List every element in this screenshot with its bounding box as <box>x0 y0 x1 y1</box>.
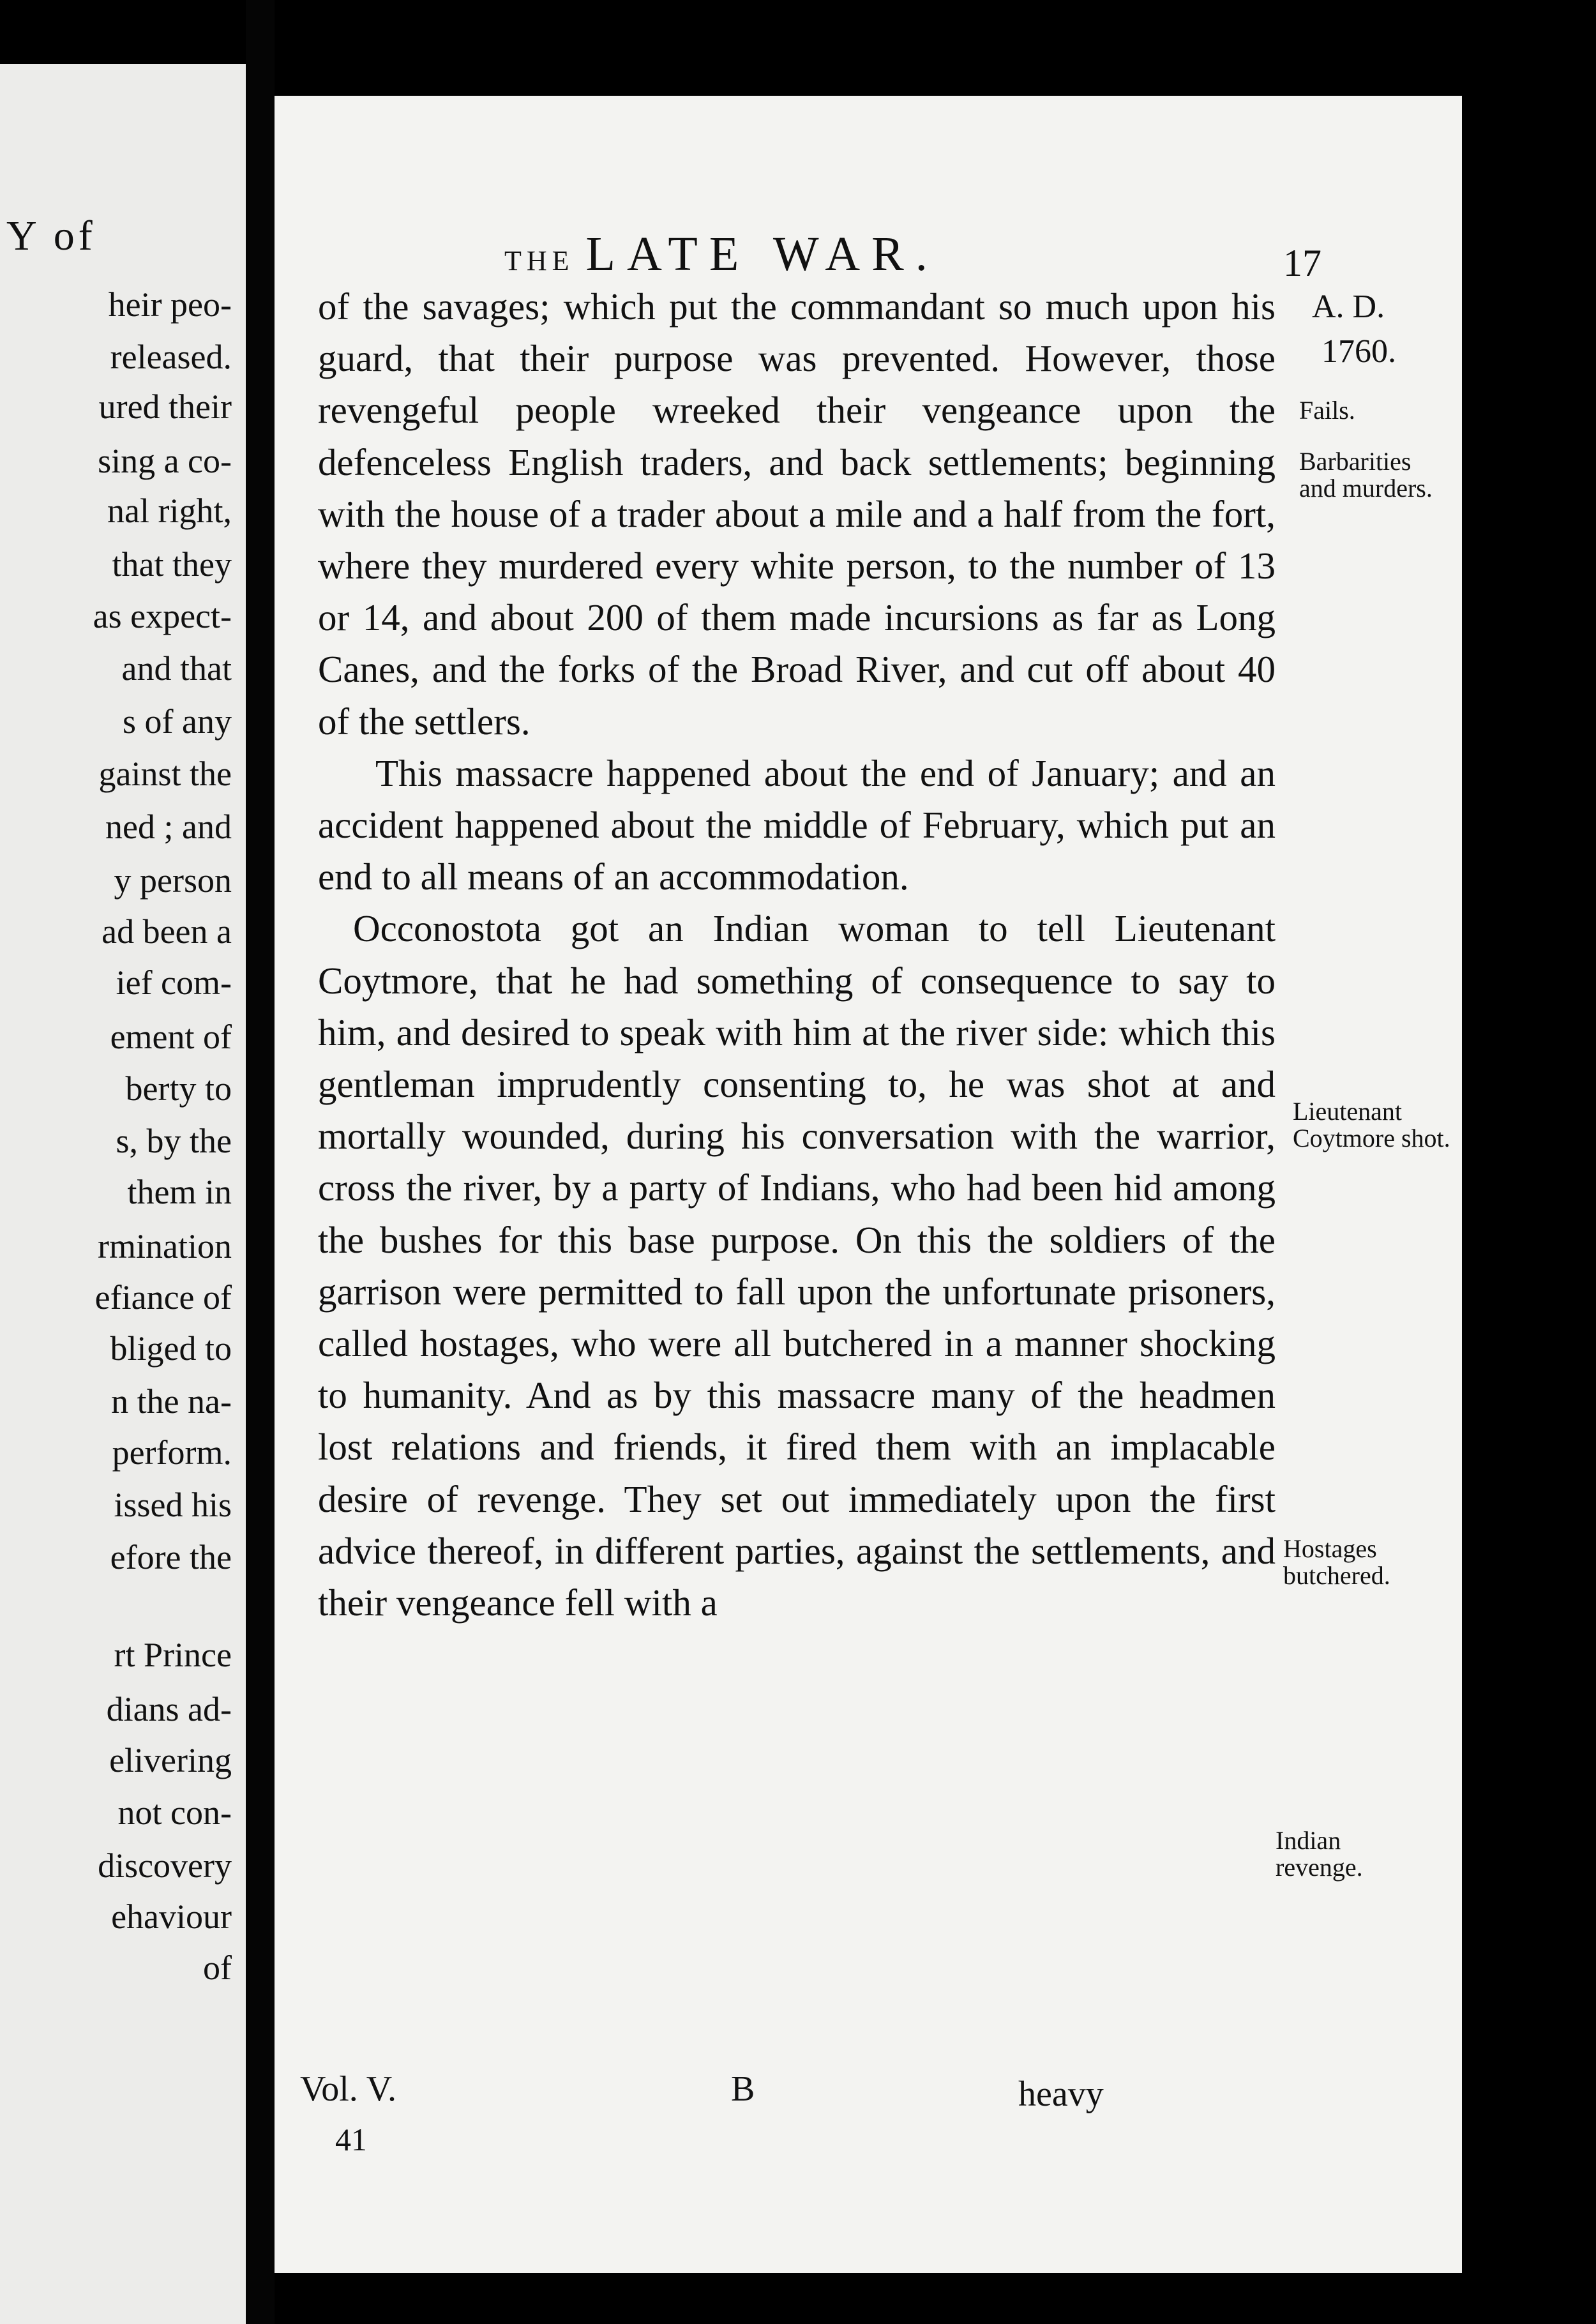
paragraph-3: Occonostota got an Indian woman to tell Lieutenant Coytmore, that he had something of consequence to say to him, and desired to speak with him at the river side: which this gentleman imprudently consenting to, he was shot at and mortally wounded, during his conversation with the warrior, cross the river, by a party of Indians, who had been hid among the bushes for this base purpose. On this the soldiers of the garrison were permitted to fall upon the unfortunate prisoners, called hostages, who were all butchered in a manner shocking to humanity. And as by this massacre many of the headmen lost relations and friends, it fired them with an implacable desire of revenge. They set out immediately upon the first advice thereof, in different parties, against the settlements, and their vengeance fell with a <box>318 907 1276 1624</box>
left-page-line: not con- <box>117 1793 232 1832</box>
margin-note-fails: Fails. <box>1299 396 1355 425</box>
left-page-line: ehaviour <box>111 1898 232 1936</box>
signature-mark: B <box>731 2069 755 2109</box>
margin-note-ad: A. D. <box>1312 289 1385 325</box>
left-page-line: that they <box>112 545 232 584</box>
left-page-line: n the na- <box>111 1382 232 1421</box>
left-page-line: s, by the <box>116 1122 232 1160</box>
left-page-line: discovery <box>98 1846 232 1885</box>
left-page-line: as expect- <box>93 597 232 635</box>
left-page-line: released. <box>110 338 232 376</box>
margin-note-coytmore: Lieutenant Coytmore shot. <box>1293 1097 1450 1152</box>
left-page-line: dians ad- <box>106 1690 232 1728</box>
left-page-line: and that <box>121 649 232 688</box>
margin-note-indian: Indian revenge. <box>1276 1826 1363 1882</box>
left-page-line: ured their <box>98 388 232 426</box>
right-page <box>275 96 1462 2273</box>
left-page-fragment <box>0 64 246 2324</box>
left-page-line: issed his <box>114 1486 232 1524</box>
body-text <box>318 281 1276 1629</box>
left-page-line: heir peo- <box>108 285 232 324</box>
leaf-number: 41 <box>335 2122 367 2157</box>
left-page-line: efiance of <box>94 1278 232 1317</box>
paragraph-1: of the savages; which put the commandant so much upon his guard, that their purpose was prevented. However, those revengeful people wreeked their vengeance upon the defenceless English traders, and back settlements; beginning with the house of a trader about a mile and a half from the fort, where they murdered every white person, to the number of 13 or 14, and about 200 of them made incursions as far as Long Canes, and the forks of the Broad River, and cut off about 40 of the settlers. <box>318 285 1276 743</box>
margin-note-year: 1760. <box>1321 333 1396 370</box>
catchword: heavy <box>1018 2074 1104 2114</box>
left-page-line: ief com- <box>116 963 232 1002</box>
left-page-line: efore the <box>110 1538 232 1576</box>
left-page-line: of <box>203 1949 232 1987</box>
left-page-line: rmination <box>98 1227 232 1265</box>
book-gutter <box>246 0 275 2324</box>
left-page-line: sing a co- <box>98 442 232 480</box>
left-page-line: ned ; and <box>105 808 232 846</box>
running-head-title: LATE WAR. <box>585 227 939 281</box>
volume-label: Vol. V. <box>300 2069 396 2109</box>
left-page-line: berty to <box>125 1069 232 1108</box>
left-page-line: them in <box>127 1173 232 1211</box>
paragraph-2: This massacre happened about the end of January; and an accident happened about the middle of February, which put an end to all means of an accommodation. <box>318 751 1276 898</box>
left-page-line: s of any <box>123 702 232 741</box>
left-page-line: ement of <box>110 1018 232 1056</box>
page-number: 17 <box>1283 242 1321 284</box>
left-page-line: ad been a <box>102 912 232 951</box>
left-page-line: bliged to <box>110 1329 232 1368</box>
left-page-line: nal right, <box>107 492 232 530</box>
left-running-head: Y of <box>6 213 96 259</box>
left-page-line: gainst the <box>98 755 232 793</box>
margin-note-hostages: Hostages butchered. <box>1283 1534 1390 1590</box>
running-head-the: THE <box>504 245 575 276</box>
left-page-line: elivering <box>109 1741 232 1779</box>
left-page-line: rt Prince <box>114 1636 232 1674</box>
running-head <box>504 227 939 282</box>
margin-note-barbarities: Barbarities and murders. <box>1299 447 1433 502</box>
left-page-line: perform. <box>112 1433 232 1472</box>
left-page-line: y person <box>114 861 232 900</box>
